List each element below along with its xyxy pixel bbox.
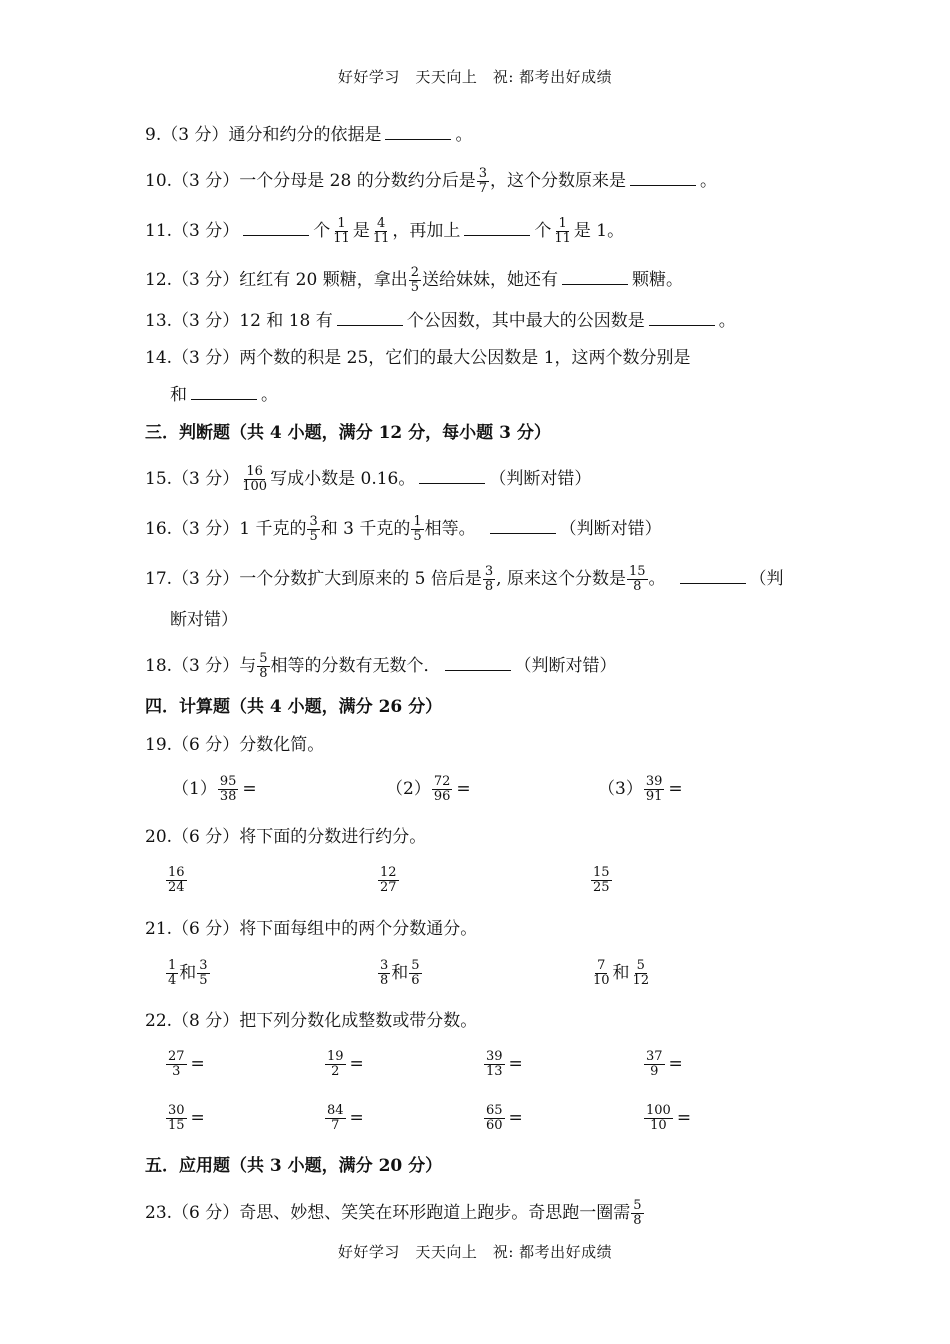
question-14: 14.（3 分）两个数的积是 25，它们的最大公因数是 1，这两个数分别是 — [145, 348, 691, 368]
fraction: $\frac{2}{5}$ — [410, 265, 419, 295]
reduce-item-2 — [377, 866, 400, 895]
fraction: $\frac{30}{15}$ — [168, 1103, 185, 1133]
question-18: 18.（3 分）与 $\frac{5}{8}$ 相等的分数有无数个． （判断对错） — [145, 651, 617, 681]
fraction: $\frac{72}{96}$ — [433, 774, 451, 804]
fraction: $\frac{1}{11}$ — [554, 216, 571, 246]
simplify-item-1: （1） $\frac{95}{38}$ = — [172, 774, 257, 804]
fraction: $\frac{65}{60}$ — [486, 1103, 503, 1133]
fraction: $\frac{15}{8}$ — [628, 564, 646, 594]
answer-blank[interactable] — [337, 311, 403, 326]
fraction: $\frac{37}{9}$ — [646, 1049, 663, 1079]
fraction: $\frac{84}{7}$ — [327, 1103, 344, 1133]
mixed-number-item: $\frac{39}{13}$ = — [486, 1049, 523, 1079]
question-23: 23.（6 分）奇思、妙想、笑笑在环形跑道上跑步。奇思跑一圈需 $\frac{5}{8}$ — [145, 1198, 642, 1228]
fraction: $\frac{5}{8}$ — [259, 651, 268, 681]
question-11: 11.（3 分） 个 $\frac{1}{11}$ 是 $\frac{4}{11}$ ，再加上 个 $\frac{1}{11}$ 是 1。 — [145, 216, 625, 246]
fraction: $\frac{100}{10}$ — [646, 1103, 671, 1133]
section-title-application: 五．应用题（共 3 小题，满分 20 分） — [145, 1156, 443, 1176]
fraction: $\frac{3}{5}$ — [309, 514, 318, 544]
question-15: 15.（3 分） $\frac{16}{100}$ 写成小数是 0.16。 （判断对错） — [145, 464, 592, 494]
fraction: $\frac{3}{8}$ — [380, 958, 389, 988]
fraction: $\frac{5}{8}$ — [633, 1198, 642, 1228]
fraction: $\frac{27}{3}$ — [168, 1049, 185, 1079]
fraction: $\frac{3}{5}$ — [199, 958, 208, 988]
fraction: $\frac{5}{12}$ — [632, 958, 650, 988]
mixed-number-item: $\frac{19}{2}$ = — [327, 1049, 364, 1079]
mixed-number-item: $\frac{30}{15}$ = — [168, 1103, 205, 1133]
question-20: 20.（6 分）将下面的分数进行约分。 — [145, 827, 427, 847]
answer-blank[interactable] — [243, 221, 309, 236]
common-denominator-item-1: $\frac{1}{4}$ 和 $\frac{3}{5}$ — [168, 958, 208, 988]
mixed-number-item: $\frac{84}{7}$ = — [327, 1103, 364, 1133]
fraction: $\frac{7}{10}$ — [593, 958, 610, 988]
answer-blank[interactable] — [680, 569, 746, 584]
reduce-item-3 — [590, 866, 613, 895]
question-9: 9.（3 分）通分和约分的依据是 。 — [145, 125, 473, 145]
fraction: $\frac{4}{11}$ — [372, 216, 390, 246]
answer-blank[interactable] — [490, 519, 556, 534]
page-footer: 好好学习 天天向上 祝: 都考出好成绩 — [337, 1243, 613, 1261]
fraction: $\frac{3}{7}$ — [478, 166, 487, 196]
question-10: 10.（3 分）一个分母是 28 的分数约分后是 $\frac{3}{7}$ ，这个分数原来是 。 — [145, 166, 717, 196]
question-16: 16.（3 分）1 千克的 $\frac{3}{5}$ 和 3 千克的 $\frac{1}{5}$ 相等。 （判断对错） — [145, 514, 662, 544]
fraction: $\frac{19}{2}$ — [327, 1049, 344, 1079]
mixed-number-item: $\frac{27}{3}$ = — [168, 1049, 205, 1079]
answer-blank[interactable] — [630, 171, 696, 186]
common-denominator-item-2: $\frac{3}{8}$ 和 $\frac{5}{6}$ — [380, 958, 420, 988]
answer-blank[interactable] — [385, 125, 451, 140]
fraction: $\frac{15}{25}$ — [593, 865, 610, 895]
question-21: 21.（6 分）将下面每组中的两个分数通分。 — [145, 919, 478, 939]
mixed-number-item: $\frac{100}{10}$ = — [646, 1103, 692, 1133]
answer-blank[interactable] — [649, 311, 715, 326]
answer-blank[interactable] — [464, 221, 530, 236]
mixed-number-item: $\frac{65}{60}$ = — [486, 1103, 523, 1133]
answer-blank[interactable] — [419, 469, 485, 484]
answer-blank[interactable] — [562, 270, 628, 285]
answer-blank[interactable] — [191, 385, 257, 400]
question-17-cont: 断对错） — [170, 610, 238, 630]
question-14-cont: 和 。 — [170, 385, 278, 405]
section-title-judgement: 三．判断题（共 4 小题，满分 12 分，每小题 3 分） — [145, 423, 551, 443]
fraction: $\frac{16}{24}$ — [168, 865, 185, 895]
fraction: $\frac{5}{6}$ — [411, 958, 420, 988]
fraction: $\frac{39}{13}$ — [486, 1049, 503, 1079]
common-denominator-item-3: $\frac{7}{10}$ 和 $\frac{5}{12}$ — [593, 958, 650, 988]
fraction: $\frac{95}{38}$ — [219, 774, 237, 804]
simplify-item-2: （2） $\frac{72}{96}$ = — [386, 774, 471, 804]
mixed-number-item: $\frac{37}{9}$ = — [646, 1049, 683, 1079]
fraction: $\frac{3}{8}$ — [484, 564, 494, 594]
fraction: $\frac{1}{5}$ — [413, 514, 422, 544]
question-19: 19.（6 分）分数化简。 — [145, 735, 325, 755]
reduce-item-1 — [165, 866, 188, 895]
fraction: $\frac{12}{27}$ — [380, 865, 397, 895]
simplify-item-3: （3） $\frac{39}{91}$ = — [598, 774, 683, 804]
page-header: 好好学习 天天向上 祝: 都考出好成绩 — [337, 68, 613, 86]
fraction: $\frac{1}{11}$ — [333, 216, 350, 246]
question-13: 13.（3 分）12 和 18 有 个公因数，其中最大的公因数是 。 — [145, 311, 736, 331]
fraction: $\frac{1}{4}$ — [168, 958, 177, 988]
section-title-calculation: 四．计算题（共 4 小题，满分 26 分） — [145, 697, 443, 717]
question-22: 22.（8 分）把下列分数化成整数或带分数。 — [145, 1011, 478, 1031]
question-17: 17.（3 分）一个分数扩大到原来的 5 倍后是 $\frac{3}{8}$ , 原来这个分数是 $\frac{15}{8}$ 。 （判 — [145, 564, 784, 594]
answer-blank[interactable] — [445, 656, 511, 671]
fraction: $\frac{16}{100}$ — [242, 464, 268, 494]
fraction: $\frac{39}{91}$ — [645, 774, 663, 804]
question-12: 12.（3 分）红红有 20 颗糖，拿出 $\frac{2}{5}$ 送给妹妹，她还有 颗糖。 — [145, 265, 683, 295]
